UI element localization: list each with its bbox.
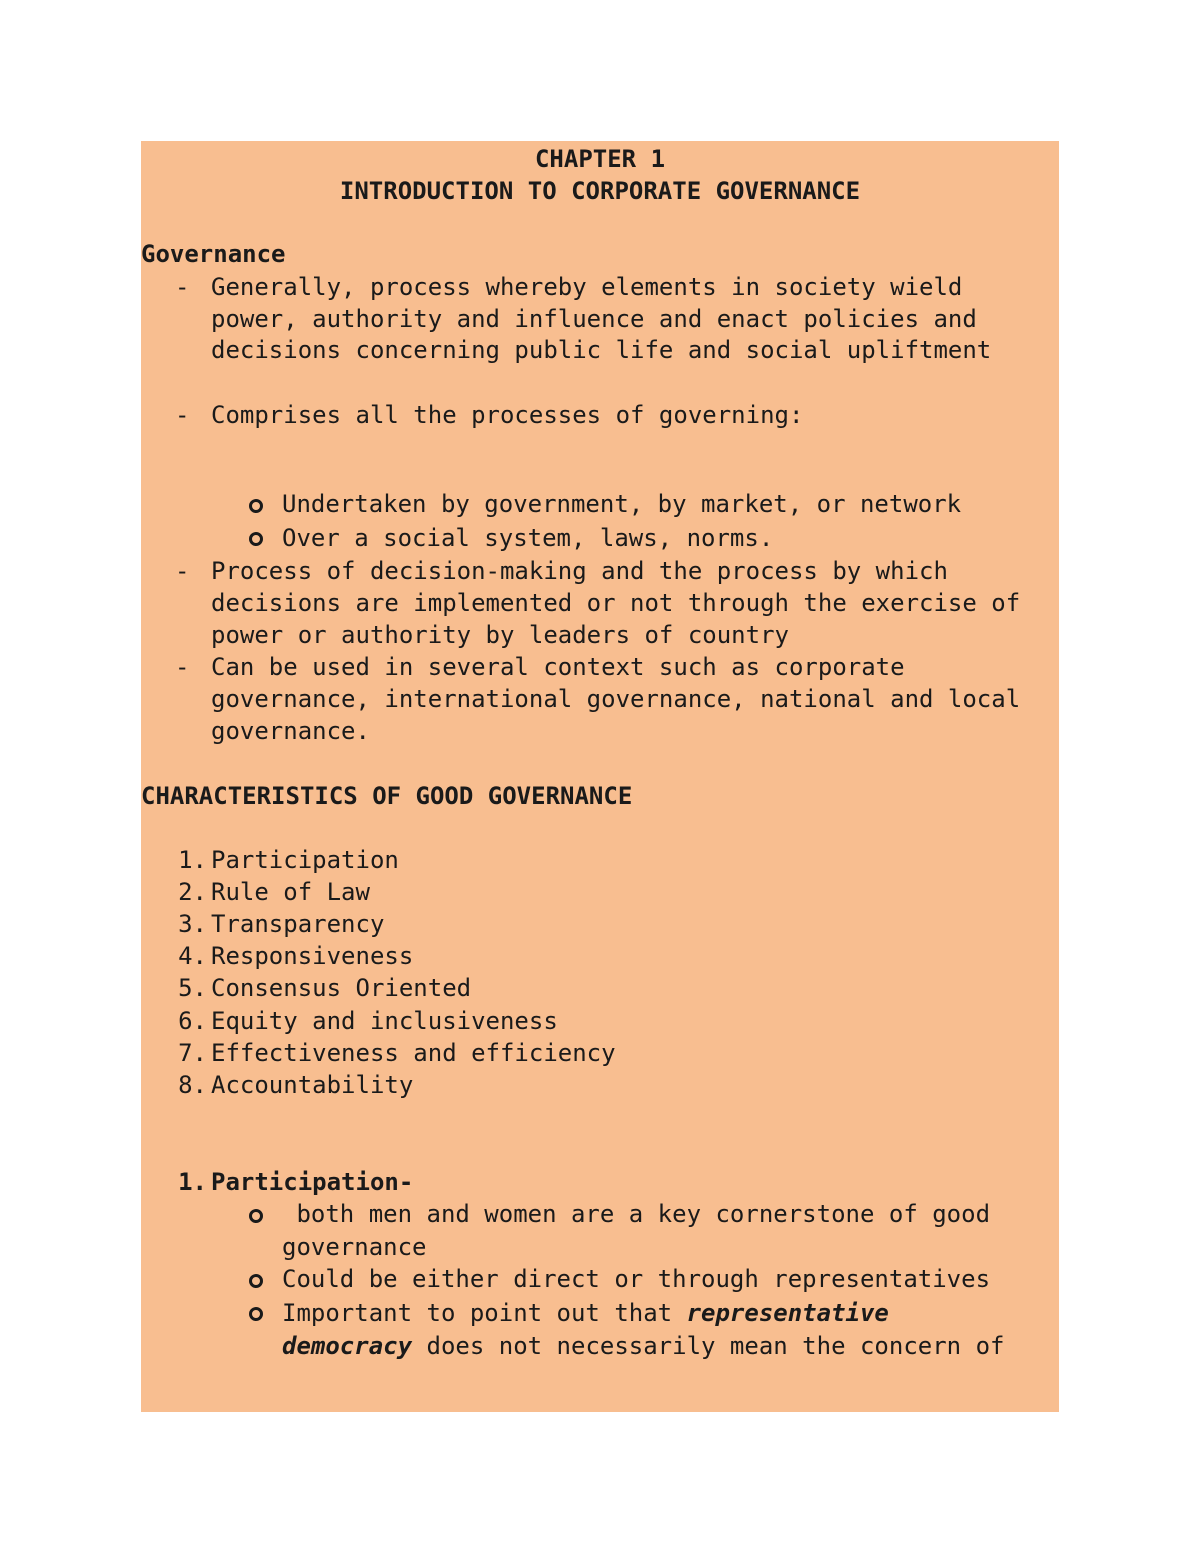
list-number: 5. [178,974,207,1002]
list-item: Accountability [211,1071,414,1099]
list-item: Rule of Law [211,878,370,906]
dash-marker: - [175,273,190,301]
bullet-text: power, authority and influence and enact policies and [211,305,977,333]
sub-bullet-text [282,1297,889,1329]
bullet-text: governance. [211,717,370,745]
characteristics-heading: CHARACTERISTICS OF GOOD GOVERNANCE [141,782,633,810]
sub-bullet-text: Could be either direct or through representatives [282,1265,991,1293]
emphasis-text: representative [686,1299,889,1327]
dash-marker: - [175,401,190,429]
list-number: 1. [178,846,207,874]
emphasis-text: democracy [282,1332,413,1360]
list-number: 6. [178,1007,207,1035]
sub-bullet-text: Undertaken by government, by market, or network [282,490,962,518]
bullet-text: decisions are implemented or not through the exercise of [211,589,1021,617]
section-number: 1. [178,1168,207,1196]
list-number: 8. [178,1071,207,1099]
list-item: Transparency [211,910,385,938]
bullet-text: Can be used in several context such as corporate [211,653,905,681]
participation-heading: Participation- [211,1168,414,1196]
list-number: 2. [178,878,207,906]
circle-bullet-icon [249,1209,263,1223]
document-page [141,141,1059,1412]
circle-bullet-icon [249,1274,263,1288]
bullet-text: power or authority by leaders of country [211,621,789,649]
sub-bullet-text: both men and women are a key cornerstone of good [282,1200,991,1228]
list-item: Consensus Oriented [211,974,472,1002]
list-number: 3. [178,910,207,938]
circle-bullet-icon [249,499,263,513]
list-item: Equity and inclusiveness [211,1007,558,1035]
bullet-text: Comprises all the processes of governing: [211,401,804,429]
list-number: 4. [178,942,207,970]
sub-bullet-text [282,1330,1004,1362]
circle-bullet-icon [249,1307,263,1321]
bullet-text: Generally, process whereby elements in society wield [211,273,963,301]
bullet-text: decisions concerning public life and social upliftment [211,336,992,364]
sub-bullet-text: governance [282,1233,427,1261]
list-item: Participation [211,846,399,874]
bullet-text: Process of decision-making and the process by which [211,557,948,585]
dash-marker: - [175,557,190,585]
chapter-title: INTRODUCTION TO CORPORATE GOVERNANCE [339,177,861,205]
governance-heading: Governance [141,240,286,268]
chapter-number: CHAPTER 1 [534,145,666,173]
list-item: Responsiveness [211,942,414,970]
circle-bullet-icon [249,532,263,546]
list-number: 7. [178,1039,207,1067]
bullet-text: governance, international governance, national and local [211,685,1021,713]
dash-marker: - [175,653,190,681]
sub-bullet-text: Over a social system, laws, norms. [282,524,774,552]
list-item: Effectiveness and efficiency [211,1039,616,1067]
text-run: Important to point out that [282,1299,687,1327]
text-run: does not necessarily mean the concern of [412,1332,1005,1360]
